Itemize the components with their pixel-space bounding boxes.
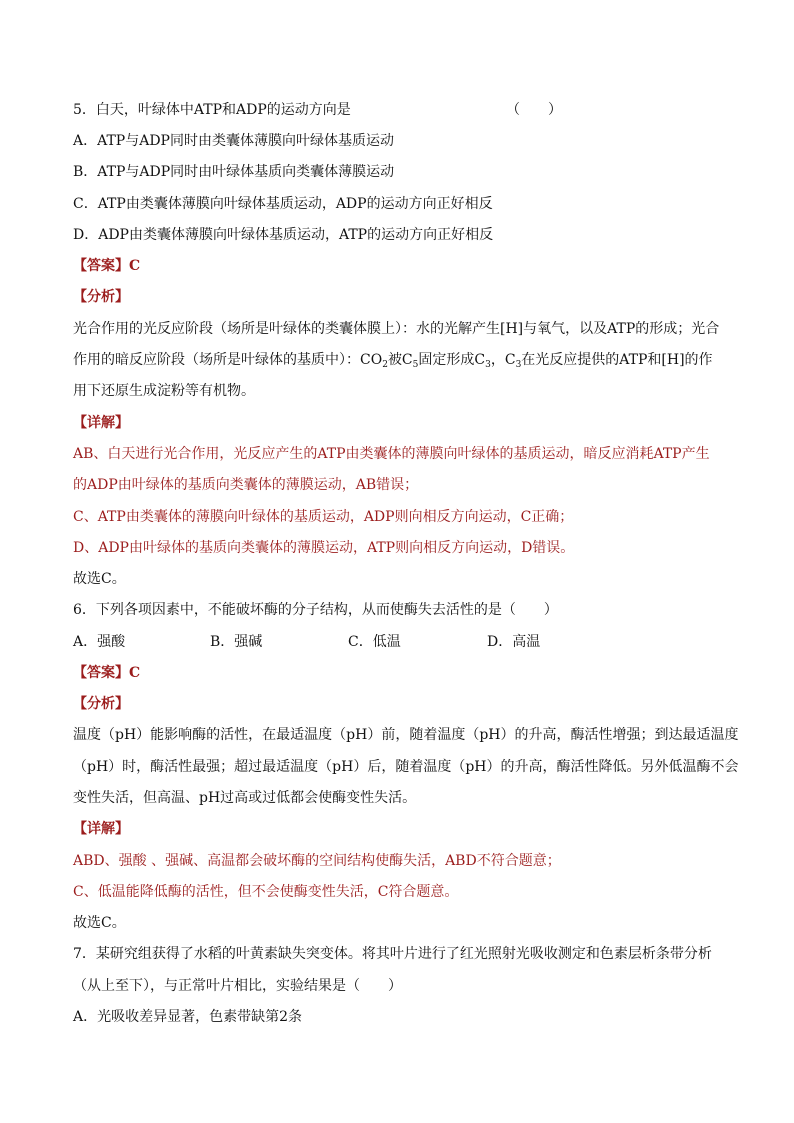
q5-analysis-line-2-part-e: 在光反应提供的ATP和[H]的作 — [521, 352, 713, 368]
c3-subscript: 3 — [515, 360, 522, 370]
q7-option-a: A．光吸收差异显著，色素带缺第2条 — [73, 1009, 303, 1025]
q5-detail-line-3: C、ATP由类囊体的薄膜向叶绿体的基质运动，ADP则向相反方向运动，C正确； — [73, 509, 574, 525]
q5-analysis-line-1: 光合作用的光反应阶段（场所是叶绿体的类囊体膜上）：水的光解产生[H]与氧气，以及ATP的形成；光合 — [73, 321, 720, 337]
q6-analysis-line-2: （pH）时，酶活性最强；超过最适温度（pH）后，随着温度（pH）的升高，酶活性降低。另外低温酶不会 — [73, 759, 739, 775]
co2-subscript: 2 — [382, 360, 388, 370]
q6-option-a: A．强酸 — [73, 634, 126, 650]
q6-analysis-label: 【分析】 — [73, 696, 129, 712]
q5-analysis-label: 【分析】 — [73, 289, 129, 305]
q5-detail-line-4: D、ADP由叶绿体的基质向类囊体的薄膜运动，ATP则向相反方向运动，D错误。 — [73, 540, 575, 556]
q6-option-b: B．强碱 — [210, 634, 263, 650]
q7-stem-line-2: （从上至下），与正常叶片相比，实验结果是（ ） — [73, 978, 402, 994]
q6-answer: 【答案】C — [73, 665, 141, 681]
q5-analysis-line-2-part-a: 作用的暗反应阶段（场所是叶绿体的基质中）：CO — [73, 352, 383, 368]
c3-subscript: 3 — [485, 360, 491, 370]
q5-detail-line-1: AB、白天进行光合作用，光反应产生的ATP由类囊体的薄膜向叶绿体的基质运动，暗反应消耗ATP产生 — [73, 446, 710, 462]
q5-answer: 【答案】C — [73, 258, 141, 274]
q5-stem: 5．白天，叶绿体中ATP和ADP的运动方向是 — [73, 102, 351, 118]
q5-analysis-line-3: 用下还原生成淀粉等有机物。 — [73, 383, 255, 399]
q6-option-d: D．高温 — [487, 634, 541, 650]
q5-option-c: C．ATP由类囊体薄膜向叶绿体基质运动，ADP的运动方向正好相反 — [73, 196, 493, 212]
q6-detail-line-1: ABD、强酸 、强碱、高温都会破坏酶的空间结构使酶失活，ABD不符合题意； — [73, 853, 561, 869]
q6-conclusion: 故选C。 — [73, 915, 126, 931]
q5-conclusion: 故选C。 — [73, 571, 126, 587]
q5-option-a: A．ATP与ADP同时由类囊体薄膜向叶绿体基质运动 — [73, 133, 394, 149]
q6-analysis-line-3: 变性失活，但高温、pH过高或过低都会使酶变性失活。 — [73, 790, 417, 806]
q5-option-b: B．ATP与ADP同时由叶绿体基质向类囊体薄膜运动 — [73, 164, 395, 180]
c5-subscript: 5 — [412, 360, 419, 370]
q5-analysis-line-2-part-d: ，C — [490, 352, 516, 368]
q6-option-c: C．低温 — [348, 634, 401, 650]
q7-stem-line-1: 7．某研究组获得了水稻的叶黄素缺失突变体。将其叶片进行了红光照射光吸收测定和色素层析条带分析 — [73, 946, 712, 962]
q5-analysis-line-2-part-c: 固定形成C — [418, 352, 486, 368]
q5-detail-line-2: 的ADP由叶绿体的基质向类囊体的薄膜运动，AB错误； — [73, 477, 419, 493]
q6-detail-label: 【详解】 — [73, 821, 129, 837]
q5-analysis-line-2 — [73, 350, 725, 370]
q5-option-d: D．ADP由类囊体薄膜向叶绿体基质运动，ATP的运动方向正好相反 — [73, 227, 494, 243]
q6-detail-line-2: C、低温能降低酶的活性，但不会使酶变性失活，C符合题意。 — [73, 884, 459, 900]
q5-analysis-line-2-part-b: 被C — [387, 352, 413, 368]
q5-answer-parentheses: （ ） — [506, 102, 562, 118]
q6-analysis-line-1: 温度（pH）能影响酶的活性，在最适温度（pH）前，随着温度（pH）的升高，酶活性增强；到达最适温度 — [73, 727, 739, 743]
q6-stem: 6．下列各项因素中，不能破坏酶的分子结构，从而使酶失去活性的是（ ） — [73, 602, 558, 618]
q5-stem-line — [73, 100, 725, 120]
q5-detail-label: 【详解】 — [73, 415, 129, 431]
